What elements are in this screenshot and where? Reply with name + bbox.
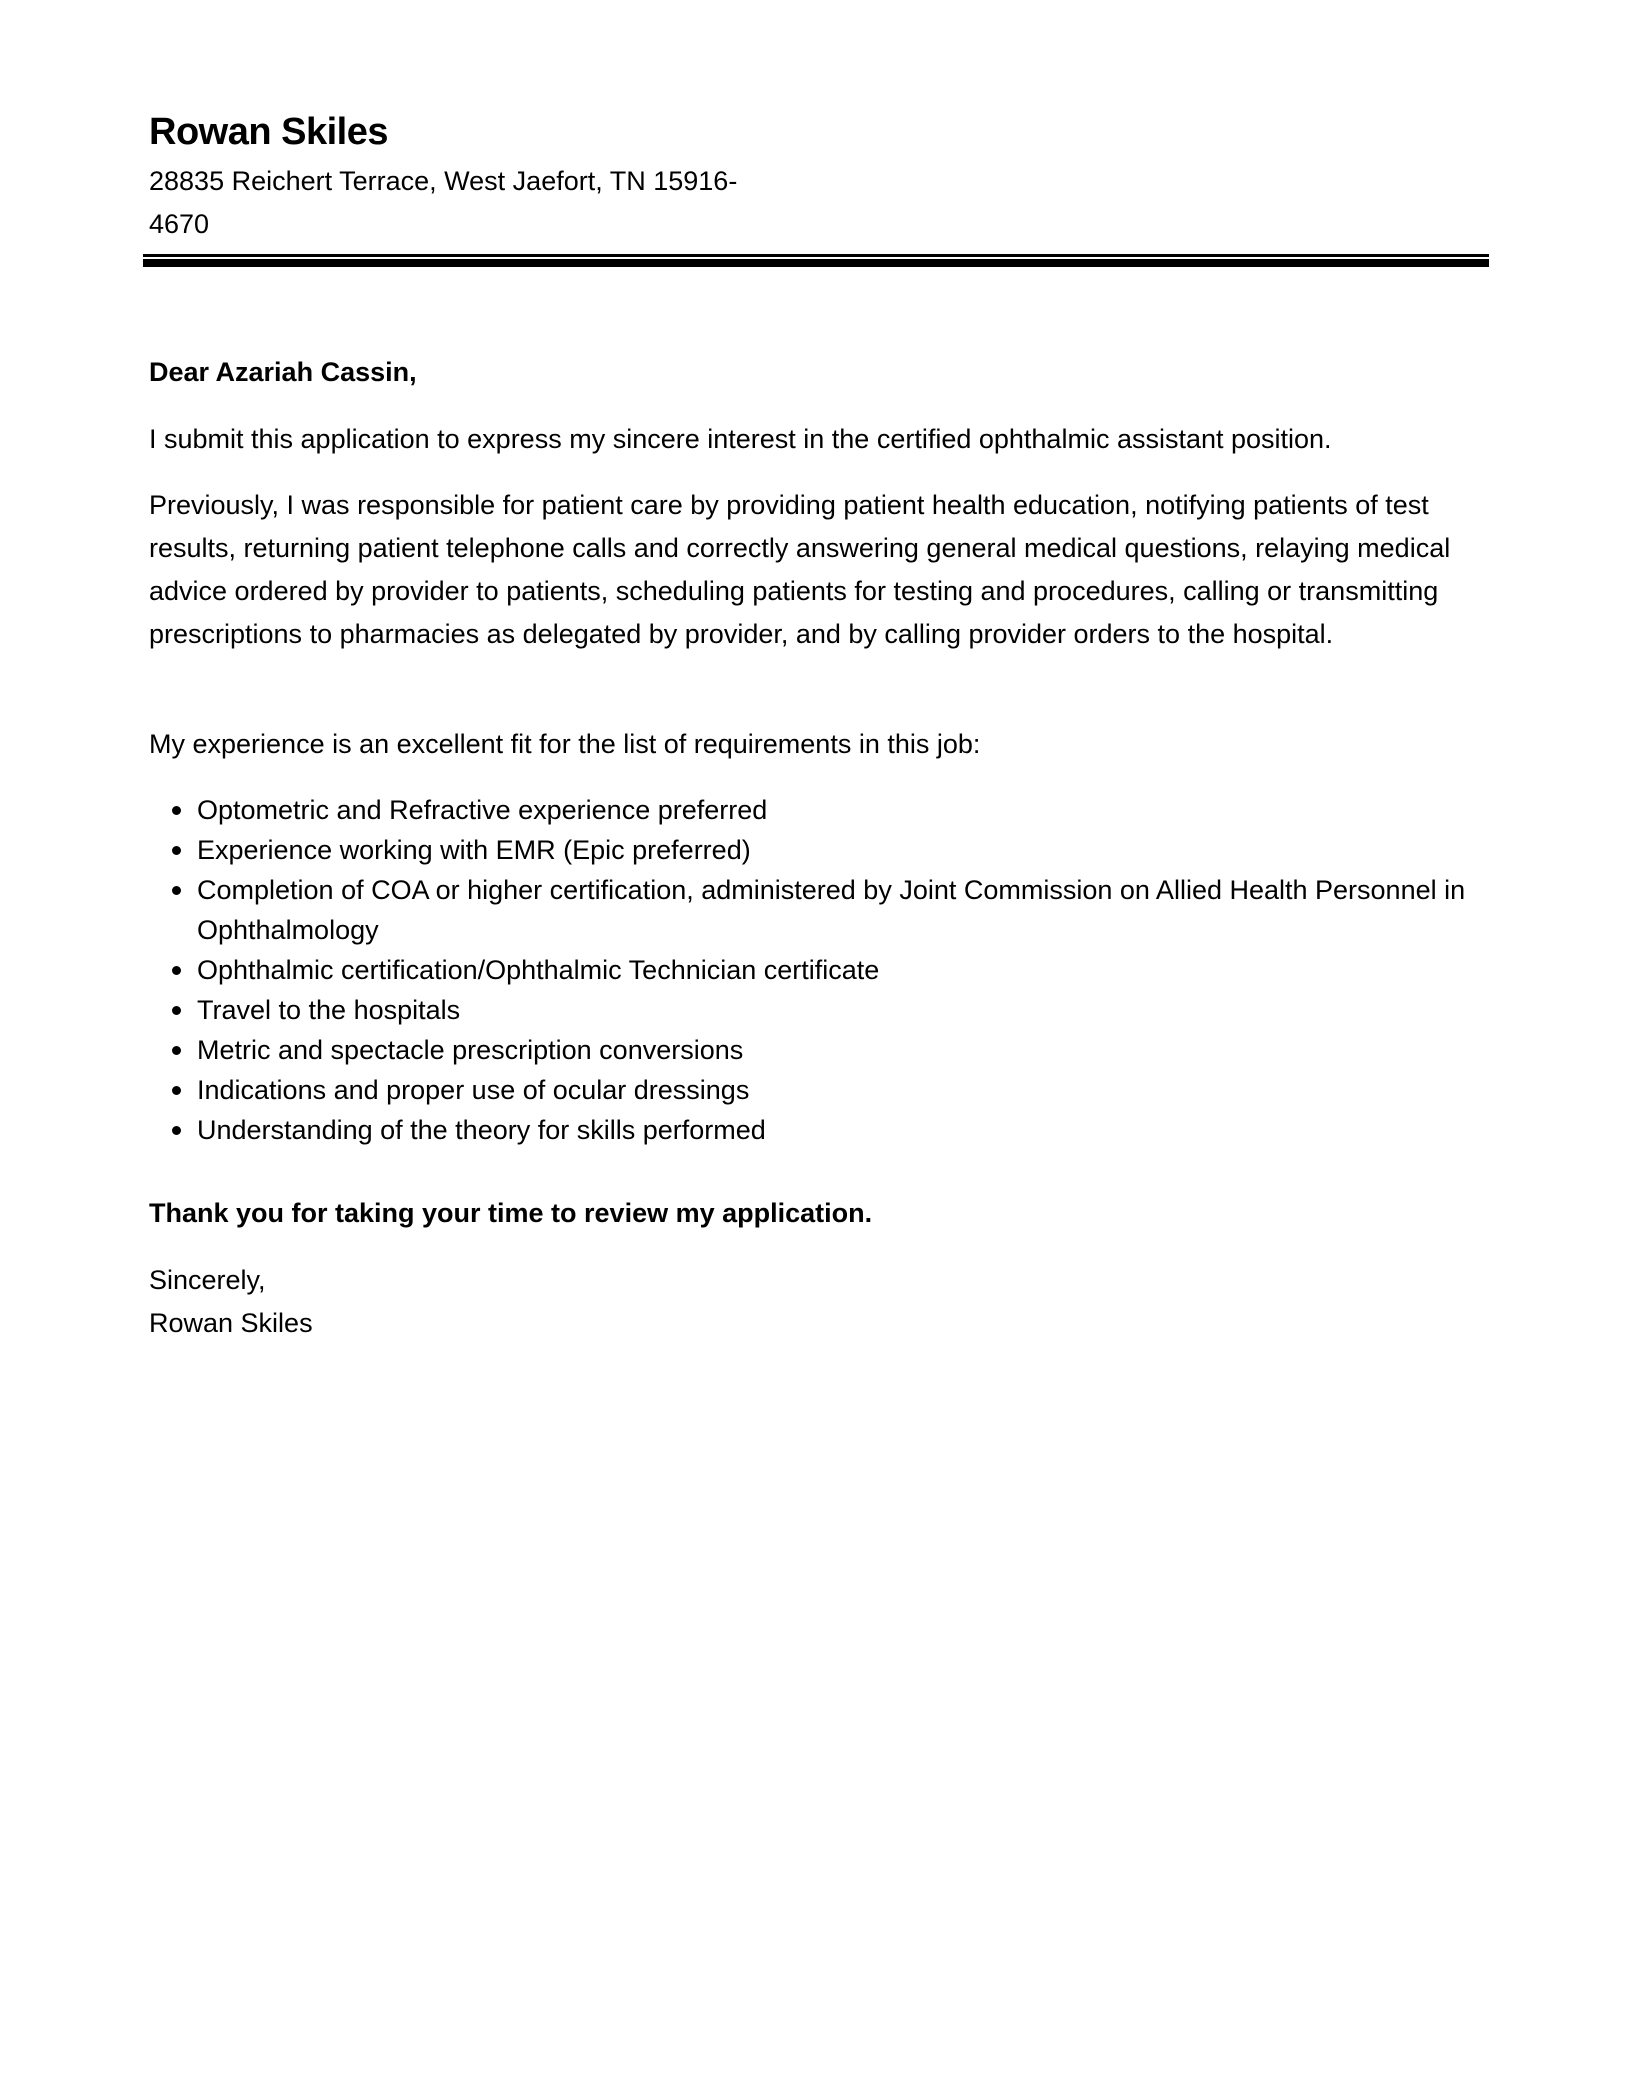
list-item [149,1030,1489,1070]
list-item [149,990,1489,1030]
sender-address: 28835 Reichert Terrace, West Jaefort, TN 15916-4670 [149,166,738,239]
greeting: Dear Azariah Cassin, [149,357,417,387]
list-item [149,950,1489,990]
bullet-icon [172,1126,181,1135]
bullet-icon [172,1086,181,1095]
signature: Rowan Skiles [149,1308,313,1338]
list-item-text: Experience working with EMR (Epic preferred) [197,835,751,865]
fit-intro: My experience is an excellent fit for the list of requirements in this job: [149,729,981,759]
requirements-list [149,790,1489,1150]
list-item-text: Travel to the hospitals [197,995,461,1025]
intro-paragraph: I submit this application to express my sincere interest in the certified ophthalmic assistant position. [149,424,1332,454]
bullet-icon [172,806,181,815]
list-item [149,830,1489,870]
list-item-text: Metric and spectacle prescription conversions [197,1035,744,1065]
list-item [149,1110,1489,1150]
list-item-text: Ophthalmic certification/Ophthalmic Technician certificate [197,955,880,985]
list-item-text: Understanding of the theory for skills performed [197,1115,766,1145]
list-item-text: Indications and proper use of ocular dressings [197,1075,750,1105]
header-divider-thin [143,254,1489,257]
header-divider-thick [143,259,1489,267]
list-item [149,870,1489,950]
list-item-text: Optometric and Refractive experience preferred [197,795,768,825]
bullet-icon [172,1006,181,1015]
closing: Sincerely, [149,1265,266,1295]
list-item-text: Completion of COA or higher certification, administered by Joint Commission on Allied Health Personnel in Ophthalmology [197,875,1466,945]
list-item [149,790,1489,830]
experience-paragraph: Previously, I was responsible for patient care by providing patient health education, notifying patients of test results, returning patient telephone calls and correctly answering general medical questions, relaying medical advice ordered by provider to patients, scheduling patients for testing and procedures, calling or transmitting prescriptions to pharmacies as delegated by provider, and by calling provider orders to the hospital. [149,490,1451,649]
bullet-icon [172,886,181,895]
list-item [149,1070,1489,1110]
bullet-icon [172,966,181,975]
thank-you-line: Thank you for taking your time to review my application. [149,1198,873,1228]
bullet-icon [172,1046,181,1055]
bullet-icon [172,846,181,855]
sender-name: Rowan Skiles [149,111,388,153]
